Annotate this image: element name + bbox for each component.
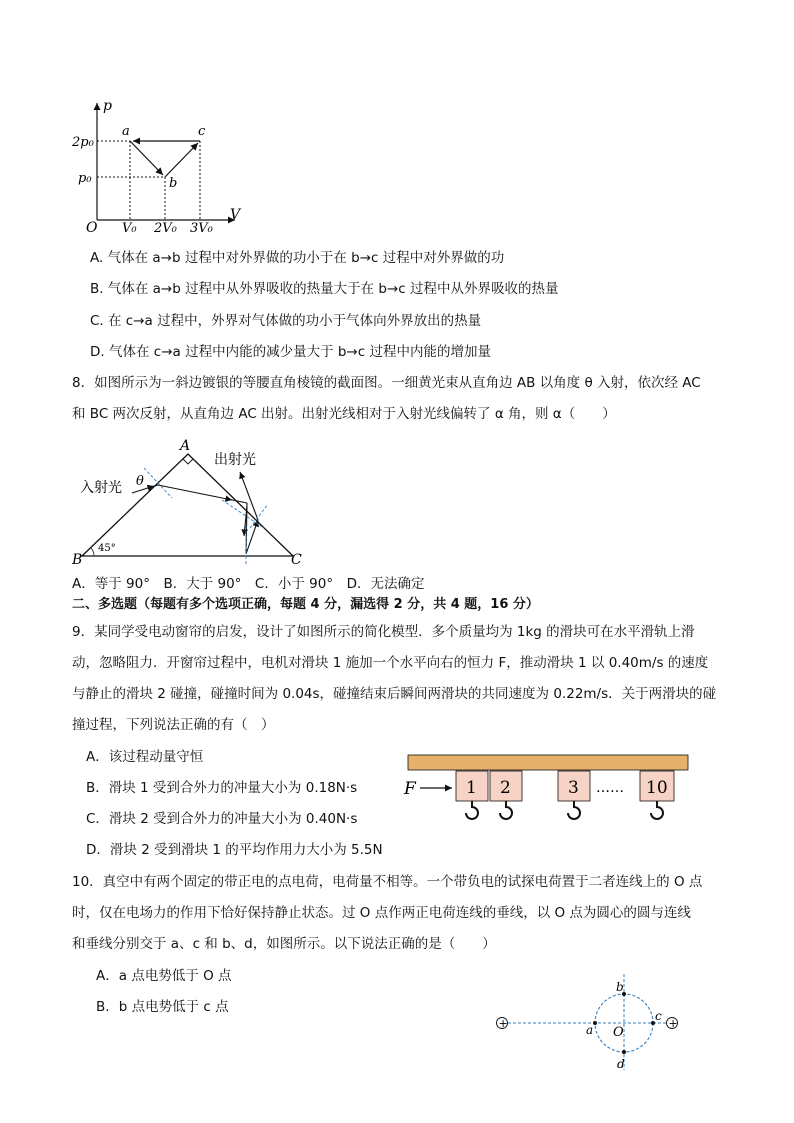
block-2-label: 2	[500, 778, 511, 798]
force-label: F	[404, 779, 416, 799]
q9-stem-line1: 9．某同学受电动窗帘的启发，设计了如图所示的简化模型．多个质量均为 1kg 的滑块可在水平滑轨上滑	[72, 624, 695, 640]
q7-option-c: C. 在 c→a 过程中，外界对气体做的功小于气体向外界放出的热量	[90, 313, 482, 329]
process-bc	[165, 143, 198, 177]
prism-diagram	[72, 438, 312, 568]
q9-stem-line2: 动，忽略阻力．开窗帘过程中，电机对滑块 1 施加一个水平向右的恒力 F，推动滑块 1 以 0.40m/s 的速度	[72, 655, 709, 671]
block-10-label: 10	[646, 778, 668, 798]
point-c-label: c	[198, 124, 206, 139]
pv-graph	[70, 95, 250, 240]
y-tick-2p0: 2p₀	[72, 135, 94, 150]
x-tick-3v0: 3V₀	[190, 221, 213, 236]
right-charge-sign: +	[668, 1017, 678, 1030]
prism-triangle	[82, 454, 293, 556]
internal-ray-3	[246, 520, 258, 554]
q10-stem-line3: 和垂线分别交于 a、c 和 b、d，如图所示。以下说法正确的是（ ）	[72, 936, 496, 952]
vertex-a-label: A	[180, 438, 191, 454]
rail-bar	[408, 755, 688, 770]
q9-option-c: C．滑块 2 受到合外力的冲量大小为 0.40N·s	[86, 811, 358, 827]
point-d-label-q10: d	[617, 1057, 625, 1071]
block-1-label: 1	[466, 778, 477, 798]
y-tick-p0: p₀	[78, 171, 92, 186]
vertex-b-label: B	[72, 552, 83, 568]
q9-stem-line4: 撞过程，下列说法正确的有（ ）	[72, 717, 275, 733]
exit-ray-label: 出射光	[214, 452, 256, 468]
block-3-label: 3	[568, 778, 579, 798]
q10-option-a: A．a 点电势低于 O 点	[96, 968, 232, 984]
q7-option-a: A. 气体在 a→b 过程中对外界做的功小于在 b→c 过程中对外界做的功	[90, 250, 505, 266]
p-axis-label: p	[103, 98, 112, 114]
q9-option-a: A．该过程动量守恒	[86, 749, 204, 765]
point-c-label-q10: c	[655, 1009, 662, 1023]
q8-options: A．等于 90° B．大于 90° C．小于 90° D．无法确定	[72, 576, 425, 592]
block-2	[490, 771, 522, 819]
q9-option-d: D．滑块 2 受到滑块 1 的平均作用力大小为 5.5N	[86, 842, 383, 858]
q9-option-b: B．滑块 1 受到合外力的冲量大小为 0.18N·s	[86, 780, 358, 796]
point-b-label: b	[169, 176, 178, 191]
q10-option-b: B．b 点电势低于 c 点	[96, 999, 229, 1015]
point-a-label-q10: a	[586, 1023, 594, 1037]
rail-dots: ……	[596, 780, 624, 796]
q8-stem-line2: 和 BC 两次反射，从直角边 AC 出射。出射光线相对于入射光线偏转了 α 角，则 α（ ）	[72, 406, 616, 422]
rail-diagram	[400, 752, 695, 834]
internal-ray-1	[158, 485, 232, 500]
point-b-label-q10: b	[616, 980, 624, 994]
v-axis-label: V	[230, 207, 241, 223]
origin-label: O	[86, 220, 98, 236]
process-ab	[130, 141, 163, 175]
vertex-c-label: C	[291, 552, 302, 568]
theta-label: θ	[136, 474, 144, 489]
q8-stem-line1: 8．如图所示为一斜边镀银的等腰直角棱镜的截面图。一细黄光束从直角边 AB 以角度 θ 入射，依次经 AC	[72, 375, 701, 391]
block-10	[640, 771, 674, 819]
point-a-label: a	[122, 124, 130, 139]
incident-ray-label: 入射光	[80, 480, 122, 496]
left-charge-sign: +	[498, 1017, 508, 1030]
q7-option-d: D. 气体在 c→a 过程中内能的减少量大于 b→c 过程中内能的增加量	[90, 344, 491, 360]
section2-title: 二、多选题（每题有多个选项正确，每题 4 分，漏选得 2 分，共 4 题，16 分）	[72, 597, 539, 612]
q7-option-b: B. 气体在 a→b 过程中从外界吸收的热量大于在 b→c 过程中从外界吸收的热量	[90, 281, 559, 297]
q10-stem-line2: 时，仅在电场力的作用下恰好保持静止状态。过 O 点作两正电荷连线的垂线，以 O 点为圆心的圆与连线	[72, 905, 691, 921]
x-tick-v0: V₀	[122, 221, 137, 236]
block-1	[456, 771, 488, 819]
charges-diagram	[490, 972, 690, 1072]
x-tick-2v0: 2V₀	[154, 221, 177, 236]
angle-45-label: 45°	[98, 543, 116, 554]
block-3	[558, 771, 590, 819]
q10-stem-line1: 10．真空中有两个固定的带正电的点电荷，电荷量不相等。一个带负电的试探电荷置于二者连线上的 O 点	[72, 874, 703, 890]
q9-stem-line3: 与静止的滑块 2 碰撞，碰撞时间为 0.04s，碰撞结束后瞬间两滑块的共同速度为 0.22m/s．关于两滑块的碰	[72, 686, 717, 702]
point-o-label-q10: O	[613, 1025, 624, 1040]
